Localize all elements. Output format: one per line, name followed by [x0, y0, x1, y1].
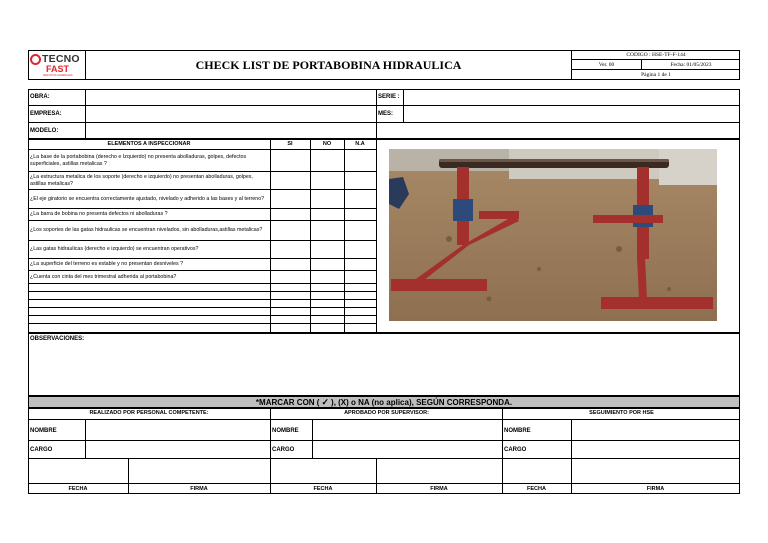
check-cells[interactable] — [271, 150, 376, 324]
checklist-item: ¿La superficie del terreno es estable y no presentan desniveles ? — [28, 259, 270, 271]
header-si: SI — [270, 139, 310, 150]
nombre-field-3[interactable] — [572, 421, 740, 440]
empresa-label: EMPRESA: — [30, 111, 62, 117]
header-elements: ELEMENTOS A INSPECCIONAR — [28, 139, 270, 150]
document-code: CODIGO : HSE-TF-F-144 — [572, 50, 740, 60]
checklist-item: ¿Los soportes de las gatas hidraulicas se encuentran nivelados, sin abolladuras,astillas metalicas? — [28, 221, 270, 241]
firma-label-2: FIRMA — [430, 485, 448, 492]
nombre-label-2: NOMBRE — [272, 427, 299, 434]
page-title: CHECK LIST DE PORTABOBINA HIDRAULICA — [195, 57, 462, 72]
observaciones-label: OBSERVACIONES: — [30, 336, 85, 342]
header-no: NO — [310, 139, 344, 150]
obra-label: OBRA: — [30, 94, 50, 100]
portabobina-photo — [389, 149, 717, 321]
empresa-field[interactable] — [86, 107, 376, 122]
logo-text-line2: FAST — [46, 64, 70, 74]
signature-header-seguimiento: SEGUIMIENTO POR HSE — [502, 408, 740, 420]
sig-row-line — [28, 458, 740, 459]
mes-field[interactable] — [404, 107, 739, 122]
document-version: Ver. 00 — [572, 60, 642, 70]
checklist-empty-row — [28, 284, 270, 292]
checklist-item: ¿La base de la portabobina (derecho e Izquierdo) no presenta abolladuras, golpes, defectos superficiales, astillas metalicas ? — [28, 150, 270, 172]
instruction-before: *MARCAR CON ( — [255, 397, 320, 407]
company-logo — [29, 51, 85, 79]
check-col-line — [376, 139, 377, 333]
cargo-label-3: CARGO — [504, 446, 527, 453]
signature-header-aprobado: APROBADO POR SUPERVISOR: — [270, 408, 502, 420]
checklist-item: ¿La estructura metalica de los soporte (derecho e izquierdo) no presentan abolladuras, golpes, astillas metalicas? — [28, 172, 270, 190]
instruction-after: ), (X) o NA (no aplica), SEGÚN CORRESPONDA. — [331, 397, 513, 407]
nombre-field-2[interactable] — [313, 421, 502, 440]
logo-text-line1: TECNO — [42, 53, 80, 65]
fecha-label-3: FECHA — [527, 485, 546, 492]
nombre-label-3: NOMBRE — [504, 427, 531, 434]
checklist-empty-row — [28, 292, 270, 300]
serie-label: SERIE : — [378, 94, 400, 100]
nombre-field-1[interactable] — [86, 421, 270, 440]
checklist-item: ¿Las gatas hidraulicas (derecho e izquierdo) se encuentran operativos? — [28, 241, 270, 259]
checklist-item: ¿La barra de bobina no presenta defectos ni abolladuras ? — [28, 209, 270, 221]
signature-header-realizado: REALIZADO POR PERSONAL COMPETENTE: — [28, 408, 270, 420]
instruction-bar — [28, 396, 740, 408]
checklist-empty-row — [28, 308, 270, 316]
document-page: Página 1 de 1 — [641, 72, 671, 78]
cargo-field-3[interactable] — [572, 441, 740, 458]
checklist-item: ¿Cuenta con cinta del mes trimestral adherida al portabobina? — [28, 271, 270, 284]
cargo-field-2[interactable] — [313, 441, 502, 458]
check-mark-icon: ✓ — [321, 396, 330, 407]
header-na: N.A — [344, 139, 376, 150]
cargo-label-2: CARGO — [272, 446, 295, 453]
serie-field[interactable] — [404, 90, 739, 105]
fecha-label-1: FECHA — [68, 485, 88, 492]
fecha-label-2: FECHA — [313, 485, 333, 492]
modelo-label: MODELO: — [30, 128, 59, 134]
obra-field[interactable] — [86, 90, 376, 105]
logo-gear-icon — [30, 54, 41, 65]
document-date: Fecha: 01/05/2023 — [642, 60, 740, 70]
mes-label: MES: — [378, 111, 393, 117]
firma-label-3: FIRMA — [646, 485, 665, 492]
modelo-field[interactable] — [86, 124, 376, 139]
checklist-empty-row — [28, 300, 270, 308]
cargo-label-1: CARGO — [30, 446, 53, 453]
firma-label-1: FIRMA — [190, 485, 208, 492]
checklist-empty-row — [28, 316, 270, 324]
info-row-line — [28, 122, 740, 123]
nombre-label-1: NOMBRE — [30, 427, 57, 434]
logo-tagline: SERVICIOS GENERALES — [43, 74, 73, 77]
portabobina-illustration — [389, 149, 717, 321]
checklist-item: ¿El eje giratorio se encuentra correctamente ajustado, nivelado y adherido a las bases y al terreno? — [28, 190, 270, 209]
cargo-field-1[interactable] — [86, 441, 270, 458]
